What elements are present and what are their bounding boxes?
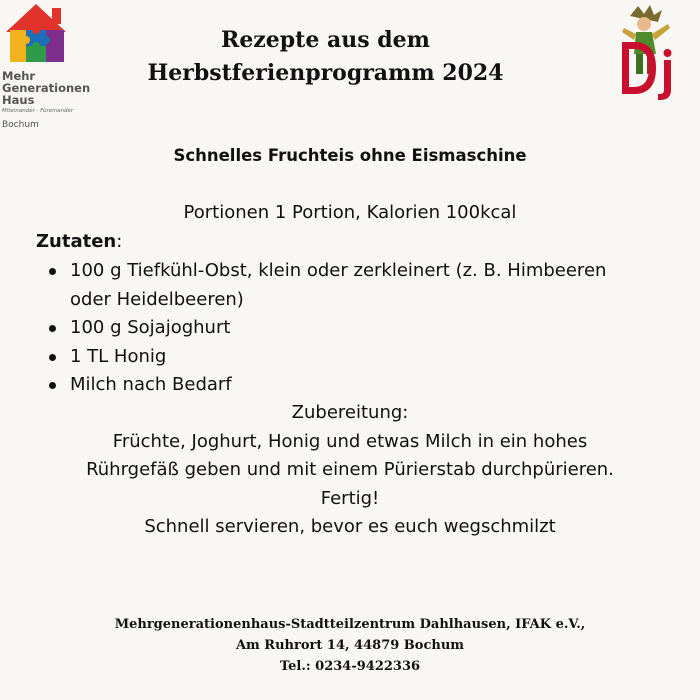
bullet-icon bbox=[49, 325, 56, 332]
list-item bbox=[48, 371, 668, 400]
preparation-label: Zubereitung: bbox=[291, 402, 409, 423]
ingredient-text: 1 TL Honig bbox=[70, 345, 167, 367]
logo-tagline: Miteinander · Füreinander bbox=[2, 108, 74, 114]
bullet-icon bbox=[49, 268, 56, 275]
ingredients-label: Zutaten bbox=[36, 231, 117, 252]
ingredients-heading bbox=[36, 231, 122, 252]
ingredient-text: 100 g Sojajoghurt bbox=[70, 317, 231, 338]
list-item bbox=[48, 257, 668, 314]
preparation-section bbox=[0, 399, 700, 542]
preparation-line: Früchte, Joghurt, Honig und etwas Milch in ein hohes bbox=[112, 430, 588, 452]
recipe-name: Schnelles Fruchteis ohne Eismaschine bbox=[173, 146, 527, 165]
logo-name-line3: Haus bbox=[2, 93, 35, 107]
page-title bbox=[0, 24, 700, 90]
title-line1: Rezepte aus dem bbox=[221, 27, 430, 53]
logo-name-line1: Mehr bbox=[2, 69, 36, 83]
logo-city: Bochum bbox=[2, 120, 39, 130]
ingredient-text: Milch nach Bedarf bbox=[70, 374, 232, 395]
preparation-line: Schnell servieren, bevor es euch wegschmilzt bbox=[144, 516, 556, 537]
footer-line2: Am Ruhrort 14, 44879 Bochum bbox=[235, 638, 465, 653]
list-item bbox=[48, 314, 668, 343]
footer-address bbox=[0, 614, 700, 677]
logo-name-line2: Generationen bbox=[2, 81, 91, 95]
portions-calories: Portionen 1 Portion, Kalorien 100kcal bbox=[183, 202, 517, 223]
list-item bbox=[48, 343, 668, 372]
bullet-icon bbox=[49, 382, 56, 389]
preparation-line: Rührgefäß geben und mit einem Pürierstab durchpürieren. bbox=[86, 459, 614, 480]
preparation-line: Fertig! bbox=[320, 487, 380, 509]
ingredients-list bbox=[48, 257, 668, 400]
ingredients-colon: : bbox=[116, 231, 123, 252]
bullet-icon bbox=[49, 354, 56, 361]
ingredient-text: 100 g Tiefkühl-Obst, klein oder zerkleinert (z. B. Himbeeren bbox=[70, 260, 607, 281]
title-line2: Herbstferienprogramm 2024 bbox=[147, 60, 504, 86]
ingredient-text-cont: oder Heidelbeeren) bbox=[70, 288, 244, 310]
footer-phone: Tel.: 0234-9422336 bbox=[279, 659, 421, 674]
footer-line1: Mehrgenerationenhaus-Stadtteilzentrum Dahlhausen, IFAK e.V., bbox=[114, 617, 586, 632]
